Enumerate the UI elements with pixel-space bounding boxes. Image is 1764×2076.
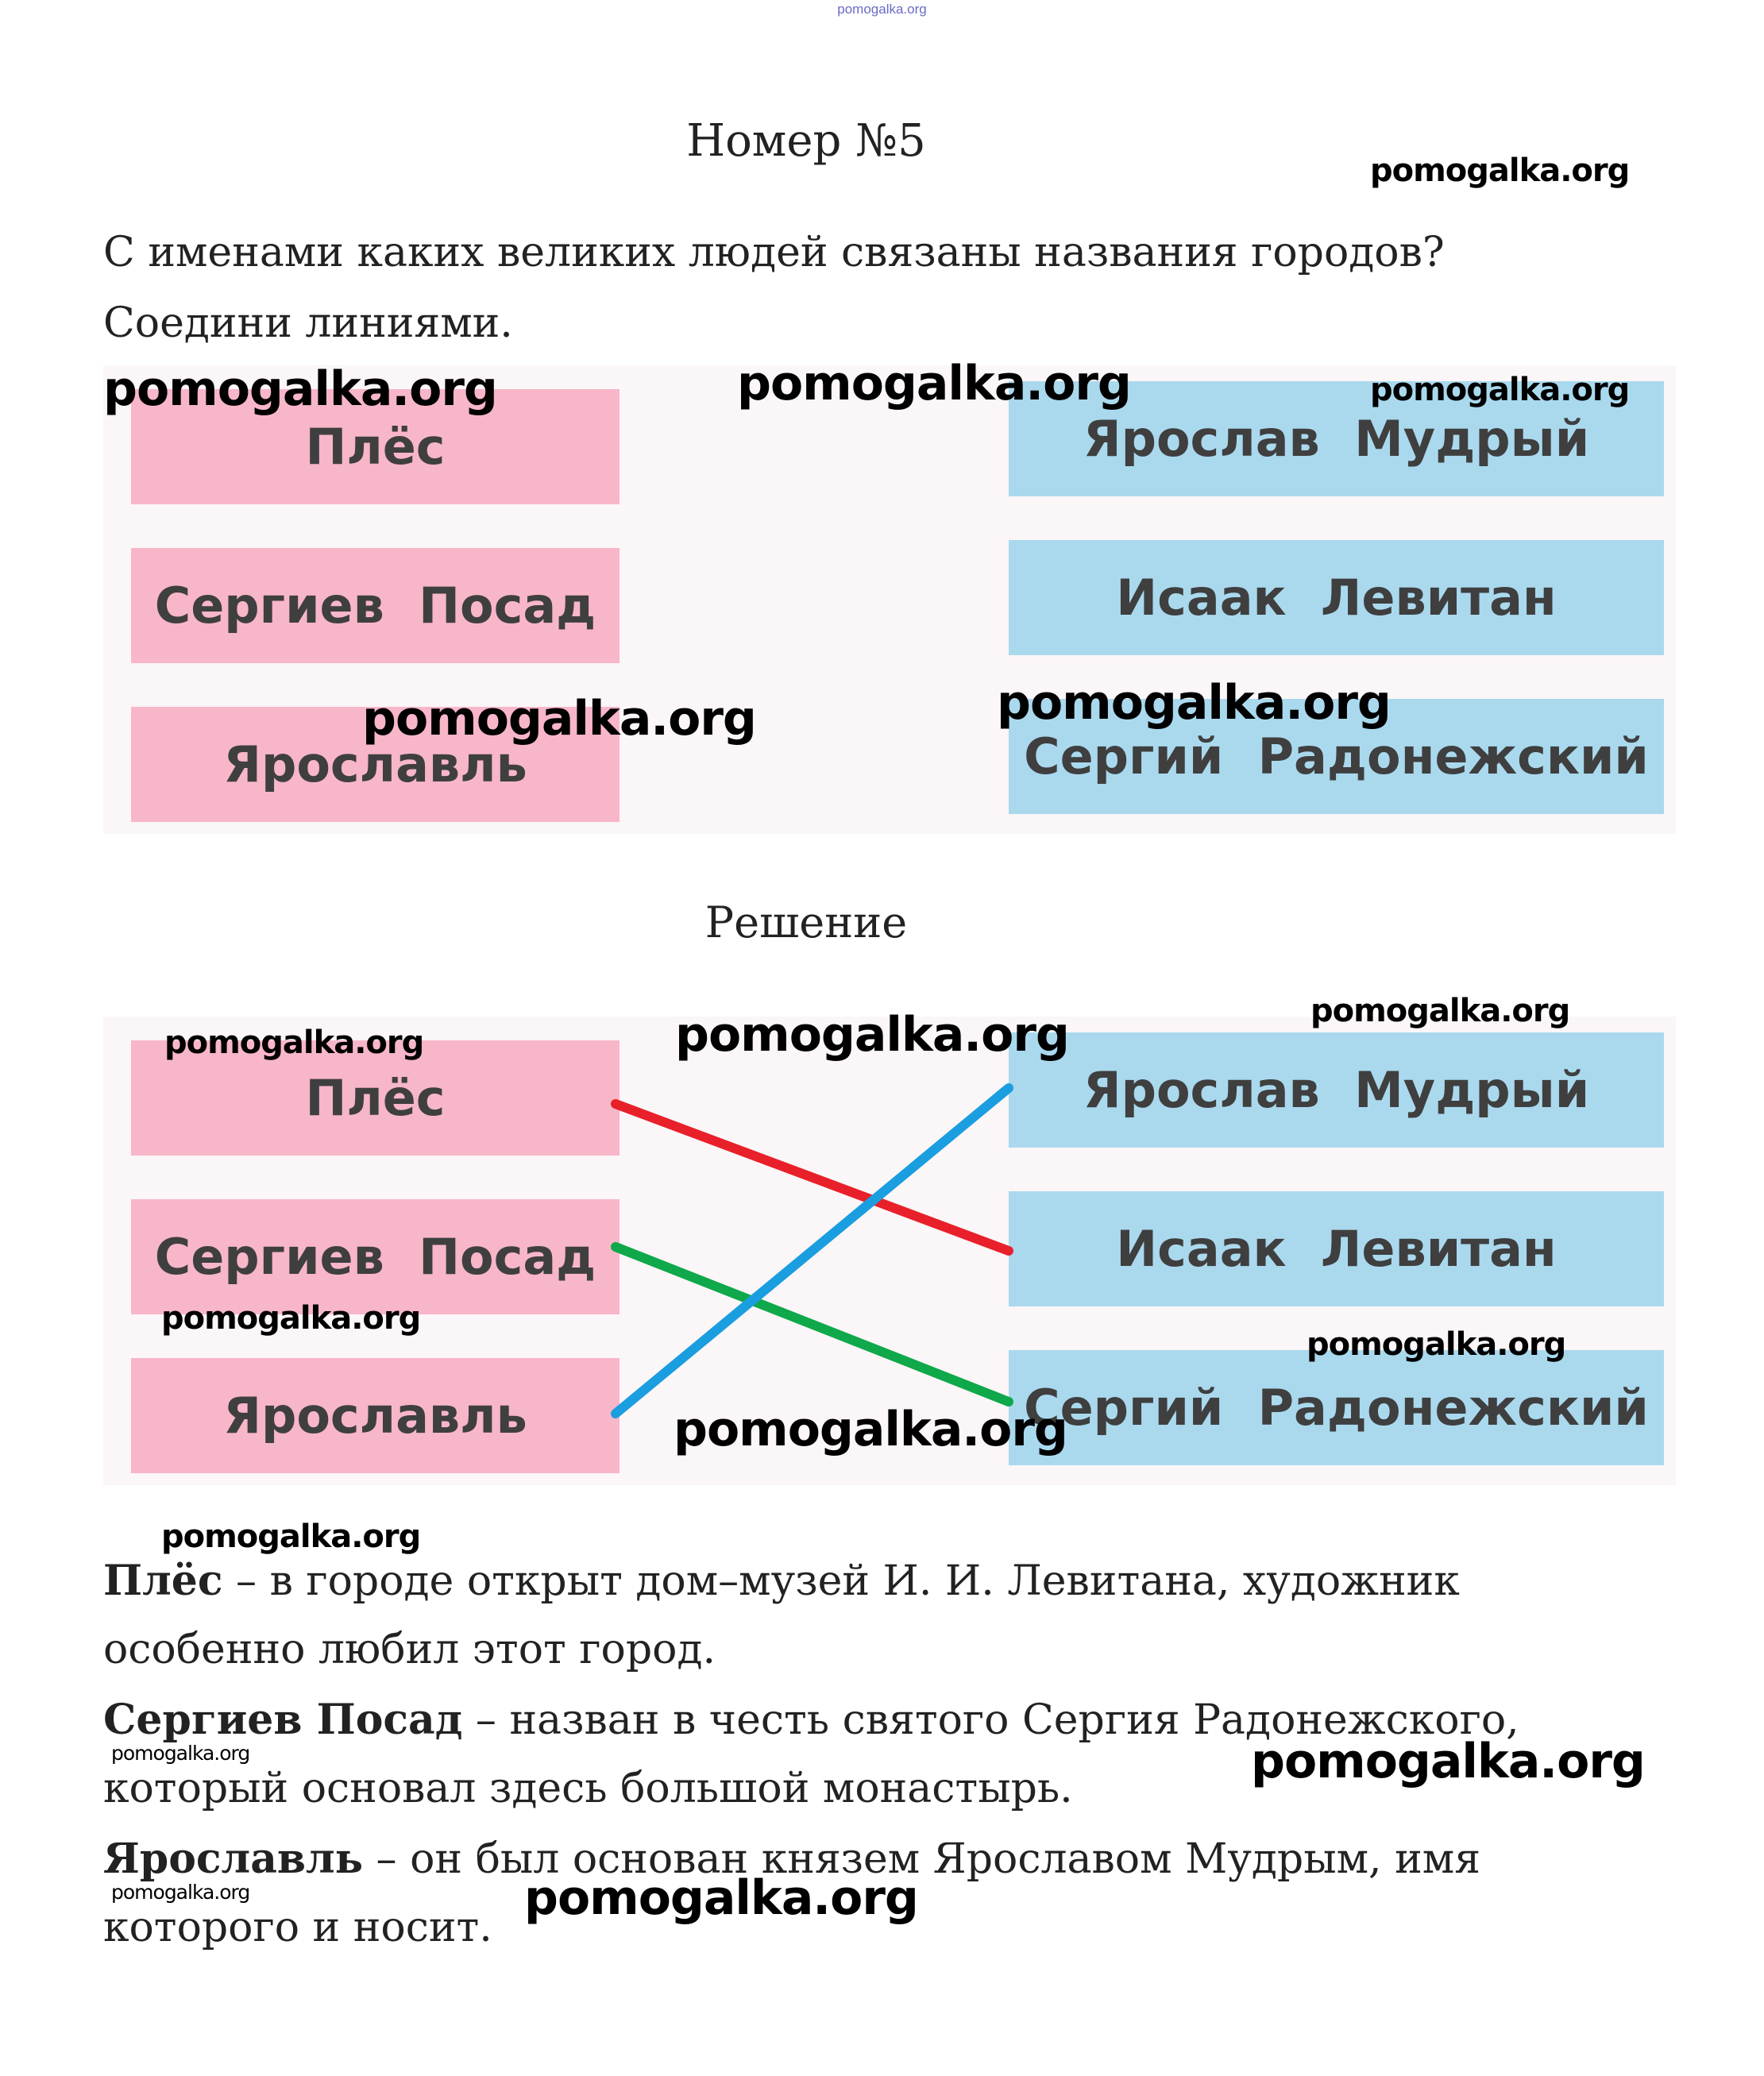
question-line-2: Соедини линиями. [103, 299, 513, 347]
connection-ples-levitan [616, 1104, 1009, 1251]
watermark: pomogalka.org [1370, 372, 1630, 408]
person-box-sergiy-radonezhsky: Сергий Радонежский [1009, 1350, 1664, 1465]
watermark: pomogalka.org [997, 675, 1391, 731]
term-ples: Плёс [103, 1557, 223, 1605]
watermark: pomogalka.org [111, 1742, 250, 1765]
watermark: pomogalka.org [675, 1007, 1069, 1063]
watermark: pomogalka.org [524, 1870, 918, 1926]
term-sergiev-posad: Сергиев Посад [103, 1696, 463, 1744]
watermark: pomogalka.org [161, 1300, 421, 1337]
watermark: pomogalka.org [1370, 152, 1630, 189]
explanation-ples-line-1 [103, 1557, 1460, 1605]
watermark: pomogalka.org [161, 1518, 421, 1555]
term-yaroslavl: Ярославль [103, 1835, 364, 1883]
watermark: pomogalka.org [1310, 993, 1570, 1029]
task-panel [103, 365, 1676, 834]
watermark: pomogalka.org [164, 1024, 424, 1061]
explanation-text: он был основан князем Ярославом Мудрым, имя [410, 1835, 1481, 1883]
explanation-yaroslavl-line-2: которого и носит. [103, 1904, 492, 1951]
watermark: pomogalka.org [362, 691, 756, 747]
question-line-1: С именами каких великих людей связаны названия городов? [103, 229, 1445, 276]
city-box-yaroslavl: Ярославль [131, 707, 620, 822]
dash: – [222, 1557, 270, 1605]
explanation-text: в городе открыт дом–музей И. И. Левитана, художник [269, 1557, 1460, 1605]
solution-title: Решение [704, 897, 908, 947]
person-box-sergiy-radonezhsky: Сергий Радонежский [1009, 699, 1664, 814]
page-title: Номер №5 [686, 115, 926, 167]
watermark: pomogalka.org [1251, 1734, 1645, 1789]
watermark: pomogalka.org [737, 356, 1131, 411]
city-box-ples: Плёс [131, 389, 620, 504]
person-box-isaak-levitan: Исаак Левитан [1009, 1191, 1664, 1306]
person-box-yaroslav-mudry: Ярослав Мудрый [1009, 381, 1664, 496]
city-box-sergiev-posad: Сергиев Посад [131, 548, 620, 663]
watermark: pomogalka.org [1307, 1326, 1566, 1363]
watermark: pomogalka.org [111, 1881, 250, 1904]
city-box-sergiev-posad: Сергиев Посад [131, 1199, 620, 1314]
dash: – [363, 1835, 411, 1883]
connection-sergiev-posad-radonezhsky [616, 1247, 1009, 1402]
connection-yaroslavl-mudry [616, 1088, 1009, 1414]
explanation-sergiev-line-2: который основал здесь большой монастырь. [103, 1765, 1073, 1812]
dash: – [462, 1696, 510, 1744]
watermark: pomogalka.org [103, 361, 497, 417]
header-url[interactable]: pomogalka.org [837, 2, 927, 17]
explanation-text: назван в честь святого Сергия Радонежского, [509, 1696, 1519, 1744]
person-box-yaroslav-mudry: Ярослав Мудрый [1009, 1032, 1664, 1148]
watermark: pomogalka.org [674, 1402, 1067, 1457]
person-box-isaak-levitan: Исаак Левитан [1009, 540, 1664, 655]
city-box-yaroslavl: Ярославль [131, 1358, 620, 1473]
explanation-ples-line-2: особенно любил этот город. [103, 1626, 716, 1673]
city-box-ples: Плёс [131, 1040, 620, 1156]
